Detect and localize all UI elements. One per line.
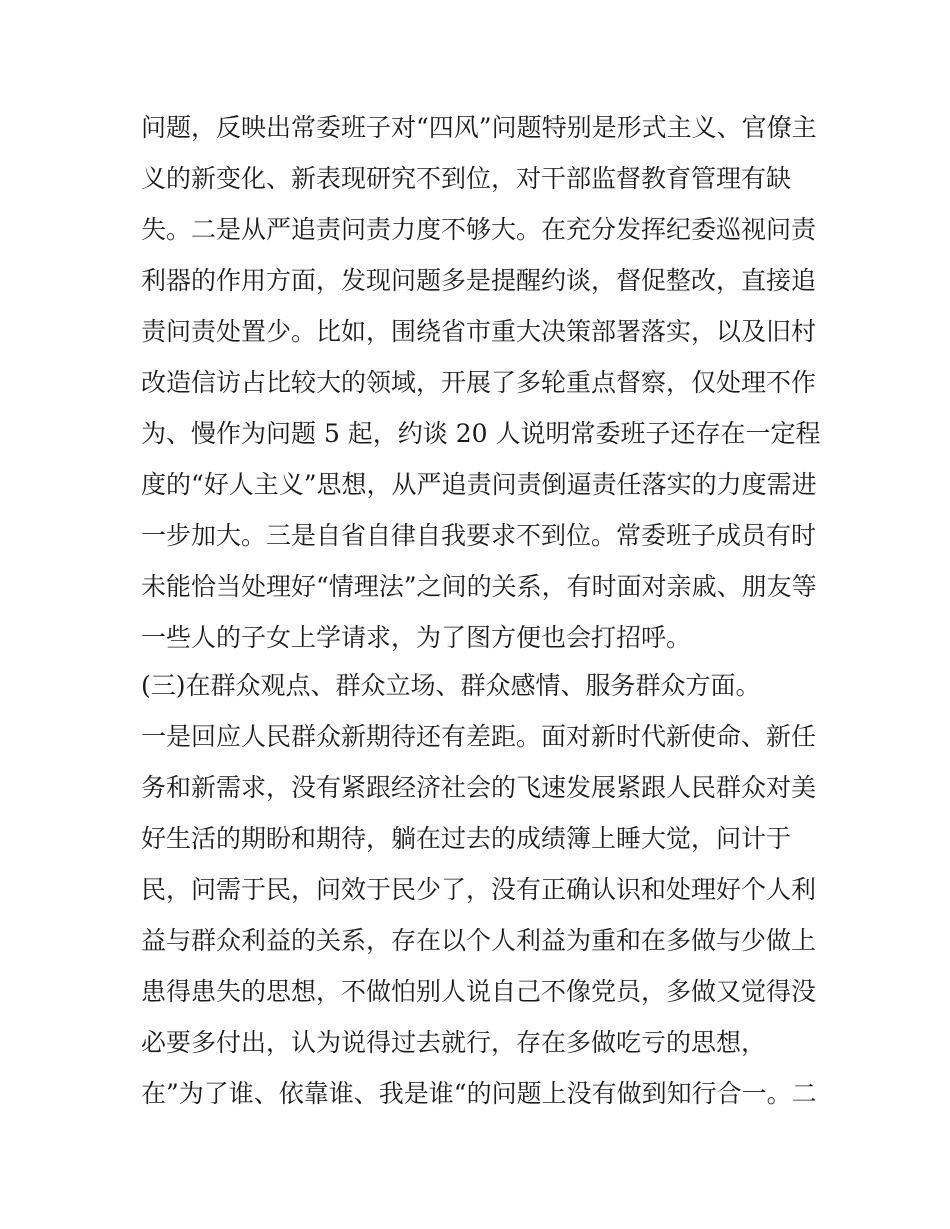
text-line: 一步加大。三是自省自律自我要求不到位。常委班子成员有时 <box>141 521 817 550</box>
text-line: 一是回应人民群众新期待还有差距。面对新时代新使命、新任 <box>141 722 817 751</box>
section-heading: (三)在群众观点、群众立场、群众感情、服务群众方面。 <box>141 671 761 700</box>
text-line: 务和新需求，没有紧跟经济社会的飞速发展紧跟人民群众对美 <box>141 773 817 802</box>
text-line: 改造信访占比较大的领域，开展了多轮重点督察，仅处理不作 <box>141 368 817 397</box>
text-line: 责问责处置少。比如，围绕省市重大决策部署落实，以及旧村 <box>141 317 817 346</box>
text-line: 问题，反映出常委班子对“四风”问题特别是形式主义、官僚主 <box>141 113 817 142</box>
text-line: 患得患失的思想，不做怕别人说自己不像党员，多做又觉得没 <box>141 977 817 1006</box>
text-line: 度的“好人主义”思想，从严追责问责倒逼责任落实的力度需进 <box>141 470 817 499</box>
text-line: 在”为了谁、依靠谁、我是谁“的问题上没有做到知行合一。二 <box>141 1079 817 1108</box>
text-line: 利器的作用方面，发现问题多是提醒约谈，督促整改，直接追 <box>141 266 817 295</box>
text-line: 失。二是从严追责问责力度不够大。在充分发挥纪委巡视问责 <box>141 215 817 244</box>
text-line: 为、慢作为问题 5 起，约谈 20 人说明常委班子还存在一定程 <box>141 419 821 448</box>
text-line: 必要多付出，认为说得过去就行，存在多做吃亏的思想， <box>141 1028 767 1057</box>
text-line: 益与群众利益的关系，存在以个人利益为重和在多做与少做上 <box>141 926 817 955</box>
text-line: 好生活的期盼和期待，躺在过去的成绩簿上睡大觉，问计于 <box>141 824 792 853</box>
text-line: 一些人的子女上学请求，为了图方便也会打招呼。 <box>141 623 692 652</box>
text-line: 未能恰当处理好“情理法”之间的关系，有时面对亲戚、朋友等 <box>141 572 817 601</box>
text-line: 民，问需于民，问效于民少了，没有正确认识和处理好个人利 <box>141 875 817 904</box>
text-line: 义的新变化、新表现研究不到位，对干部监督教育管理有缺 <box>141 164 792 193</box>
